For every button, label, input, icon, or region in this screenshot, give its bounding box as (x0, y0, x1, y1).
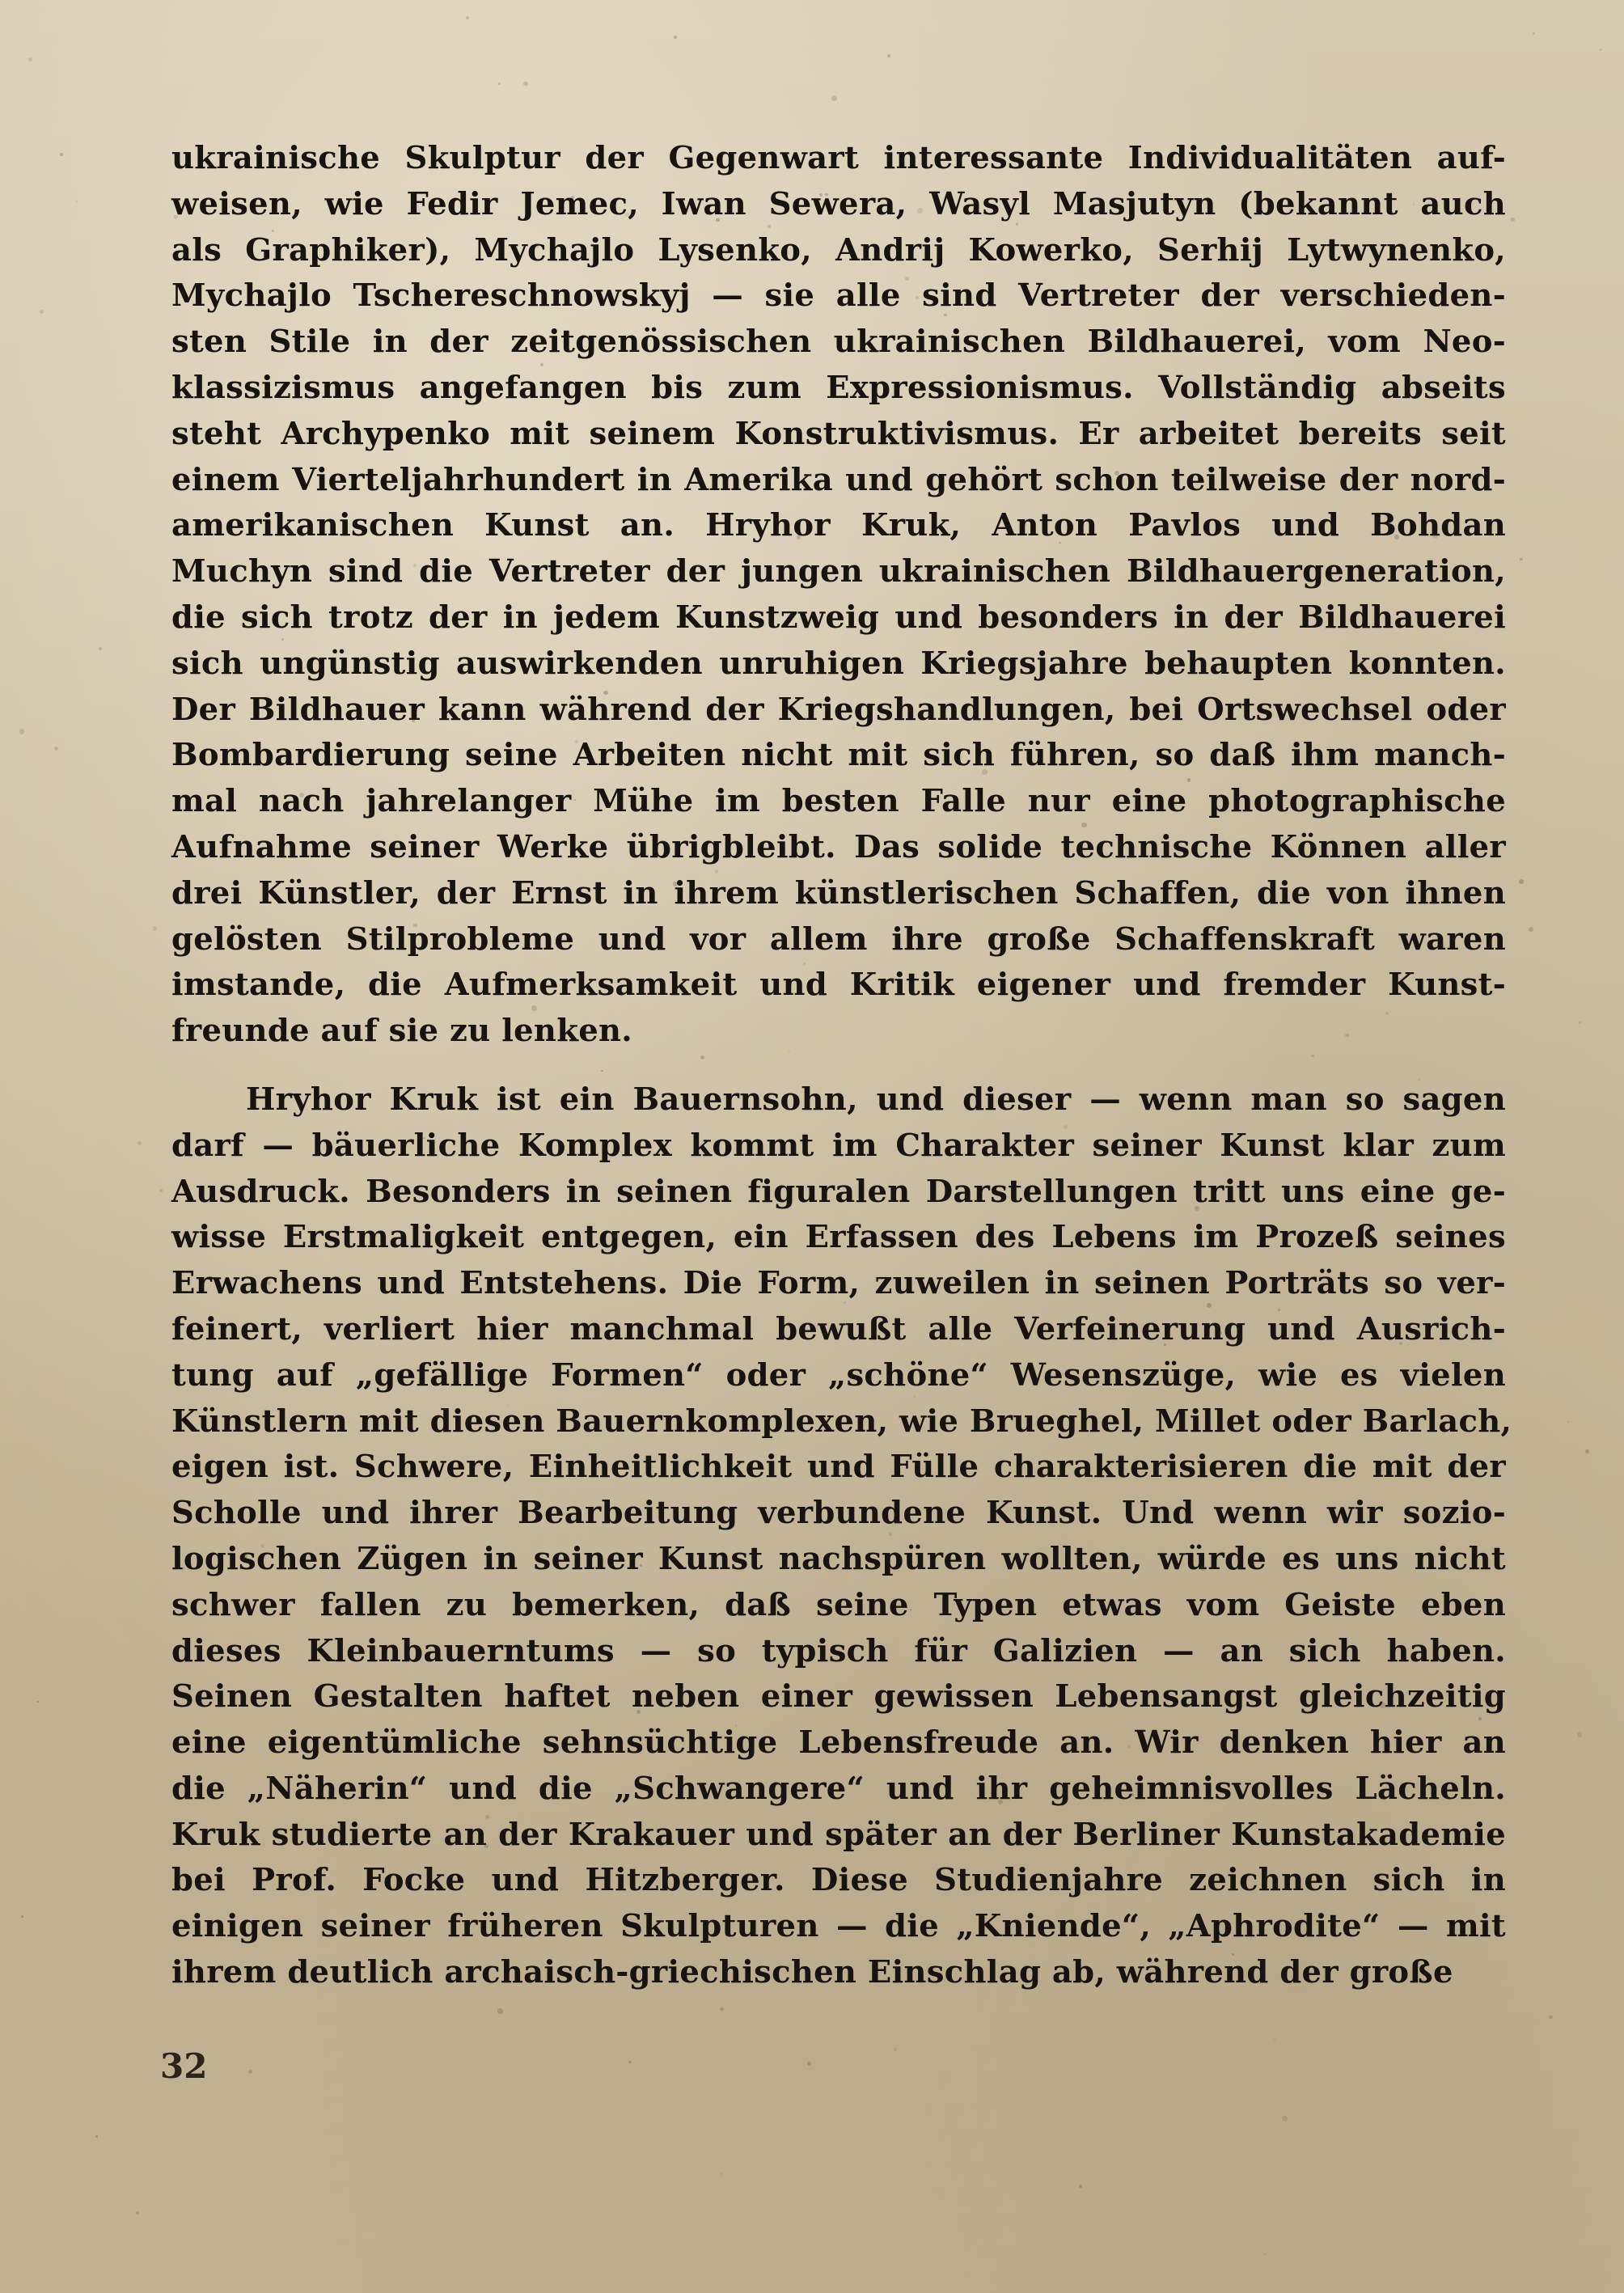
text-line: steht Archypenko mit seinem Konstruktivismus. Er arbeitet bereits seit (171, 415, 1506, 452)
paper-speck (248, 2070, 252, 2074)
text-line: Hryhor Kruk ist ein Bauernsohn, und dieser — wenn man so sagen (246, 1081, 1506, 1118)
paper-speck (19, 729, 25, 734)
paper-speck (1282, 2116, 1288, 2122)
paper-speck (910, 1609, 911, 1610)
paper-speck (1333, 1919, 1337, 1923)
text-line: darf — bäuerliche Komplex kommt im Charakter seiner Kunst klar zum (171, 1127, 1506, 1164)
text-line: bei Prof. Focke und Hitzberger. Diese Studienjahre zeichnen sich in (171, 1862, 1506, 1899)
paper-speck (1130, 1793, 1133, 1796)
paper-speck (1567, 1421, 1569, 1423)
paper-speck (715, 869, 718, 873)
paper-speck (1380, 1703, 1385, 1708)
paper-speck (497, 2008, 503, 2014)
paper-speck (370, 896, 374, 899)
page-number: 32 (160, 2046, 208, 2086)
paper-speck (21, 1915, 23, 1918)
paragraph-gap (171, 1055, 1506, 1077)
paper-speck (536, 246, 539, 248)
paper-speck (720, 2007, 724, 2012)
paper-speck (603, 691, 607, 695)
text-line: ukrainische Skulptur der Gegenwart interessante Individualitäten auf- (171, 140, 1506, 176)
text-line: einem Vierteljahrhundert in Amerika und gehört schon teilweise der nord- (171, 461, 1506, 498)
paper-speck (721, 2172, 723, 2175)
paper-speck (807, 2062, 811, 2066)
paper-speck (905, 277, 908, 280)
paper-speck (674, 36, 677, 39)
paper-speck (844, 1301, 846, 1304)
text-line: Aufnahme seiner Werke übrigbleibt. Das solide technische Können aller (171, 828, 1506, 865)
paper-speck (54, 747, 58, 751)
paper-speck (768, 225, 770, 227)
paper-speck (575, 740, 577, 742)
paper-speck (1455, 1369, 1458, 1372)
paper-speck (1274, 2039, 1276, 2041)
text-line: Bombardierung seine Arbeiten nicht mit sich führen, so daß ihm manch- (171, 737, 1506, 774)
paper-speck (159, 1189, 163, 1192)
paper-speck (99, 647, 102, 650)
paper-speck (1533, 32, 1535, 35)
text-line: imstande, die Aufmerksamkeit und Kritik eigener und fremder Kunst- (171, 967, 1506, 1004)
paper-speck (667, 658, 671, 662)
paper-speck (1577, 1732, 1582, 1737)
text-line: ihrem deutlich archaisch-griechischen Einschlag ab, während der große (171, 1954, 1453, 1991)
paper-speck (413, 924, 417, 927)
paper-speck (982, 769, 988, 775)
paper-speck (1511, 218, 1515, 222)
paper-speck (1345, 1034, 1348, 1037)
text-line: amerikanischen Kunst an. Hryhor Kruk, Anton Pavlos und Bohdan (171, 507, 1506, 544)
paper-speck (1131, 1277, 1135, 1280)
text-line: drei Künstler, der Ernst in ihrem künstlerischen Schaffen, die von ihnen (171, 874, 1506, 912)
text-line: Mychajlo Tschereschnowskyj — sie alle sind Vertreter der verschieden- (171, 277, 1506, 315)
paragraph-2 (171, 1077, 1512, 1996)
paper-speck (1520, 558, 1522, 561)
paper-speck (990, 1236, 995, 1241)
paper-speck (913, 1395, 916, 1398)
paper-speck (267, 1281, 271, 1285)
paper-speck (574, 799, 576, 801)
text-line: eigen ist. Schwere, Einheitlichkeit und Fülle charakterisieren die mit der (171, 1449, 1506, 1486)
text-line: als Graphiker), Mychajlo Lysenko, Andrij Kowerko, Serhij Lytwynenko, (171, 231, 1506, 269)
paper-speck (415, 1779, 418, 1783)
paper-speck (1549, 2016, 1552, 2019)
paper-speck (28, 57, 32, 61)
paper-speck (1079, 2185, 1082, 2188)
paper-speck (889, 1533, 892, 1536)
text-line: schwer fallen zu bemerken, daß seine Typen etwas vom Geiste eben (171, 1586, 1506, 1623)
text-line: feinert, verliert hier manchmal bewußt alle Verfeinerung und Ausrich- (171, 1310, 1506, 1347)
paper-speck (562, 576, 567, 581)
text-line: freunde auf sie zu lenken. (171, 1013, 632, 1050)
paper-speck (1413, 203, 1415, 205)
text-line: dieses Kleinbauerntums — so typisch für Galizien — an sich haben. (171, 1632, 1506, 1669)
paper-speck (887, 54, 890, 57)
paper-speck (136, 2211, 139, 2215)
paper-speck (523, 82, 528, 87)
paper-speck (1519, 879, 1524, 884)
paper-speck (571, 196, 574, 199)
paper-speck (700, 1056, 704, 1060)
paper-speck (831, 95, 837, 101)
text-line: wisse Erstmaligkeit entgegen, ein Erfassen des Lebens im Prozeß seines (171, 1219, 1506, 1256)
paper-speck (75, 201, 78, 203)
text-line: tung auf „gefällige Formen“ oder „schöne“ Wesenszüge, wie es vielen (171, 1356, 1506, 1394)
paper-speck (1579, 1022, 1581, 1024)
paper-speck (628, 2061, 632, 2064)
text-line: Der Bildhauer kann während der Kriegshandlungen, bei Ortswechsel oder (171, 691, 1506, 728)
paper-speck (95, 2135, 98, 2138)
paper-speck (944, 314, 946, 316)
paper-speck (413, 564, 417, 567)
paper-speck (498, 82, 501, 85)
paper-speck (233, 387, 238, 392)
text-line: Muchyn sind die Vertreter der jungen ukrainischen Bildhauergeneration, (171, 553, 1506, 590)
text-line: Kruk studierte an der Krakauer und später an der Berliner Kunstakademie (171, 1816, 1506, 1853)
paper-speck (894, 2048, 897, 2051)
paper-speck (1394, 535, 1398, 539)
paper-speck (670, 210, 675, 215)
paper-speck (1311, 1055, 1314, 1058)
paper-speck (1264, 2253, 1266, 2255)
paper-speck (1219, 1331, 1223, 1335)
paper-speck (36, 1701, 39, 1703)
text-line: sich ungünstig auswirkenden unruhigen Kriegsjahre behaupten konnten. (171, 645, 1506, 682)
text-line: Erwachens und Entstehens. Die Form, zuweilen in seinen Porträts so ver- (171, 1265, 1506, 1302)
paper-speck (1478, 1717, 1482, 1720)
text-line: eine eigentümliche sehnsüchtige Lebensfreude an. Wir denken hier an (171, 1724, 1506, 1762)
paper-speck (484, 1844, 488, 1848)
paper-speck (852, 727, 855, 730)
paper-speck (601, 1070, 603, 1072)
paper-speck (1200, 1566, 1205, 1571)
paper-speck (917, 208, 922, 213)
text-line: mal nach jahrelanger Mühe im besten Falle nur eine photographische (171, 783, 1506, 820)
paper-speck (153, 926, 157, 930)
paper-speck (803, 962, 806, 965)
paper-speck (40, 310, 44, 315)
text-line: sten Stile in der zeitgenössischen ukrainischen Bildhauerei, vom Neo- (171, 324, 1506, 361)
text-line: weisen, wie Fedir Jemec, Iwan Sewera, Wasyl Masjutyn (bekannt auch (171, 185, 1506, 222)
body-text (171, 136, 1512, 1996)
text-line: Scholle und ihrer Bearbeitung verbundene Kunst. Und wenn wir sozio- (171, 1495, 1506, 1532)
paper-speck (684, 288, 688, 292)
paper-speck (272, 230, 273, 231)
paper-speck (1599, 49, 1601, 51)
paper-speck (281, 638, 284, 641)
paper-speck (735, 1724, 738, 1727)
text-line: Ausdruck. Besonders in seinen figuralen Darstellungen tritt uns eine ge- (171, 1173, 1506, 1210)
text-line: die „Näherin“ und die „Schwangere“ und ihr geheimnisvolles Lächeln. (171, 1770, 1506, 1807)
text-line: gelösten Stilprobleme und vor allem ihre große Schaffenskraft waren (171, 920, 1506, 958)
paragraph-1 (171, 136, 1506, 1055)
paper-speck (1127, 1745, 1131, 1748)
paper-speck (1081, 823, 1086, 827)
paper-speck (423, 1137, 425, 1139)
text-line: klassizismus angefangen bis zum Expressionismus. Vollständig abseits (171, 369, 1506, 406)
paper-speck (1164, 1343, 1166, 1346)
text-line: einigen seiner früheren Skulpturen — die „Kniende“, „Aphrodite“ — mit (171, 1908, 1506, 1945)
paper-speck (1195, 1206, 1199, 1211)
paper-speck (466, 16, 469, 19)
paper-speck (1432, 533, 1438, 539)
paper-speck (716, 218, 720, 222)
text-line: die sich trotz der in jedem Kunstzweig und besonders in der Bildhauerei (171, 599, 1506, 636)
paper-speck (243, 1555, 247, 1559)
paper-speck (405, 291, 407, 293)
paper-speck (1585, 1449, 1589, 1453)
paper-speck (137, 1141, 142, 1145)
text-line: Künstlern mit diesen Bauernkomplexen, wie Brueghel, Millet oder Barlach, (171, 1402, 1512, 1440)
paper-speck (261, 1612, 263, 1614)
paper-speck (531, 1005, 537, 1011)
text-line: Seinen Gestalten haftet neben einer gewissen Lebensangst gleichzeitig (171, 1678, 1506, 1716)
paper-speck (459, 795, 463, 799)
text-line: logischen Zügen in seiner Kunst nachspüren wollten, würde es uns nicht (171, 1540, 1506, 1577)
paper-speck (1529, 927, 1533, 932)
paper-speck (60, 153, 63, 156)
